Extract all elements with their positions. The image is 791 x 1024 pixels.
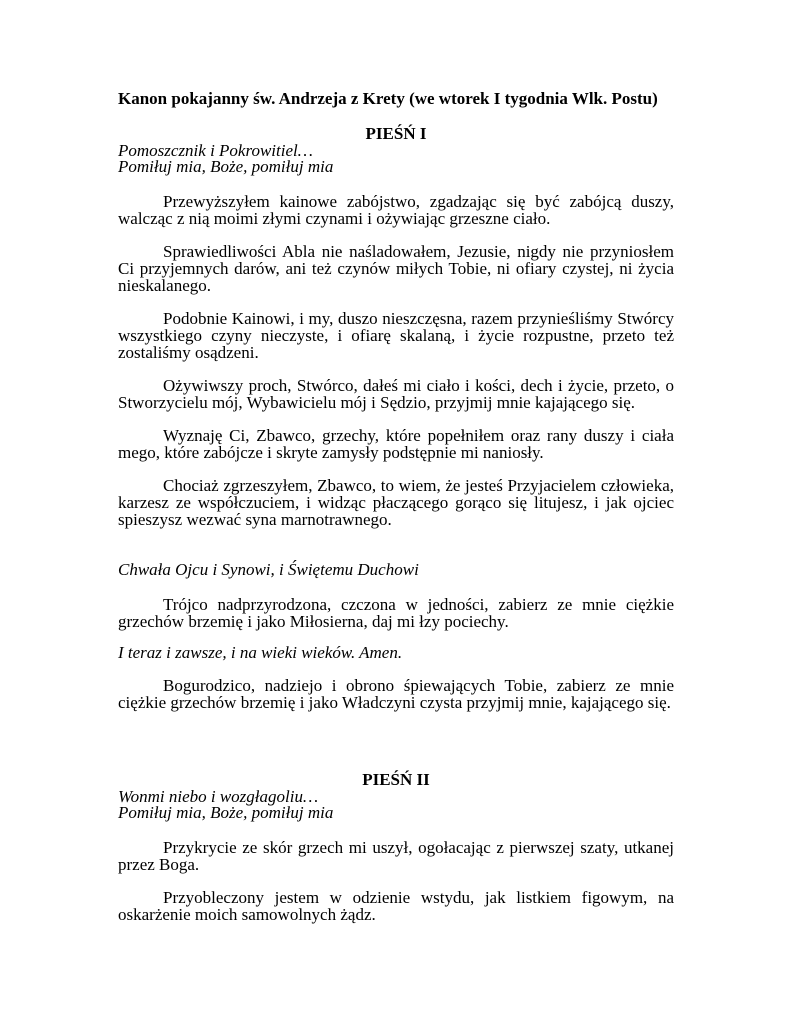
song-1-heading: PIEŚŃ I (365, 124, 427, 143)
song-1 (118, 125, 674, 711)
song-1-glory: Chwała Ojcu i Synowi, i Świętemu Duchowi (118, 560, 419, 579)
song-1-trinity-verse: Trójco nadprzyrodzona, czczona w jedności, zabierz ze mnie ciężkie grzechów brzemię i jako Miłosierna, daj mi łzy pociechy. (118, 595, 674, 631)
song-1-irmos: Pomoszcznik i Pokrowitiel… (118, 141, 313, 160)
song-1-now-and-ever: I teraz i zawsze, i na wieki wieków. Amen. (118, 643, 403, 662)
song-2 (118, 771, 674, 923)
song-1-refrain: Pomiłuj mia, Boże, pomiłuj mia (118, 157, 334, 176)
document-title: Kanon pokajanny św. Andrzeja z Krety (we wtorek I tygodnia Wlk. Postu) (118, 89, 658, 108)
song-2-verse-1: Przykrycie ze skór grzech mi uszył, ogołacając z pierwszej szaty, utkanej przez Boga. (118, 838, 674, 874)
song-1-verse-1: Przewyższyłem kainowe zabójstwo, zgadzając się być zabójcą duszy, walcząc z nią moimi złymi czynami i ożywiając grzeszne ciało. (118, 192, 674, 228)
song-2-refrain: Pomiłuj mia, Boże, pomiłuj mia (118, 803, 334, 822)
song-1-theotokion: Bogurodzico, nadziejo i obrono śpiewających Tobie, zabierz ze mnie ciężkie grzechów brzemię i jako Władczyni czysta przyjmij mnie, kajającego się. (118, 676, 674, 712)
song-1-verse-5: Wyznaję Ci, Zbawco, grzechy, które popełniłem oraz rany duszy i ciała mego, które zabójcze i skryte zamysły podstępnie mi naniosły. (118, 426, 674, 462)
song-1-verse-2: Sprawiedliwości Abla nie naśladowałem, Jezusie, nigdy nie przyniosłem Ci przyjemnych darów, ani też czynów miłych Tobie, ni ofiary czystej, ni życia nieskalanego. (118, 242, 674, 295)
song-1-verse-4: Ożywiwszy proch, Stwórco, dałeś mi ciało i kości, dech i życie, przeto, o Stworzycielu mój, Wybawicielu mój i Sędzio, przyjmij mnie kajającego się. (118, 376, 674, 412)
song-2-heading: PIEŚŃ II (362, 770, 430, 789)
document-page (118, 90, 674, 923)
song-1-verse-6: Chociaż zgrzeszyłem, Zbawco, to wiem, że jesteś Przyjacielem człowieka, karzesz ze współczuciem, i widząc płaczącego gorąco się litujesz, i jak ojciec spieszysz wezwać syna marnotrawnego. (118, 476, 674, 529)
song-2-verse-2: Przyobleczony jestem w odzienie wstydu, jak listkiem figowym, na oskarżenie moich samowolnych żądz. (118, 888, 674, 924)
song-1-verse-3: Podobnie Kainowi, i my, duszo nieszczęsna, razem przynieśliśmy Stwórcy wszystkiego czyny nieczyste, i ofiarę skalaną, i życie rozpustne, przeto też zostaliśmy osądzeni. (118, 309, 674, 362)
song-2-irmos: Wonmi niebo i wozgłagoliu… (118, 787, 319, 806)
